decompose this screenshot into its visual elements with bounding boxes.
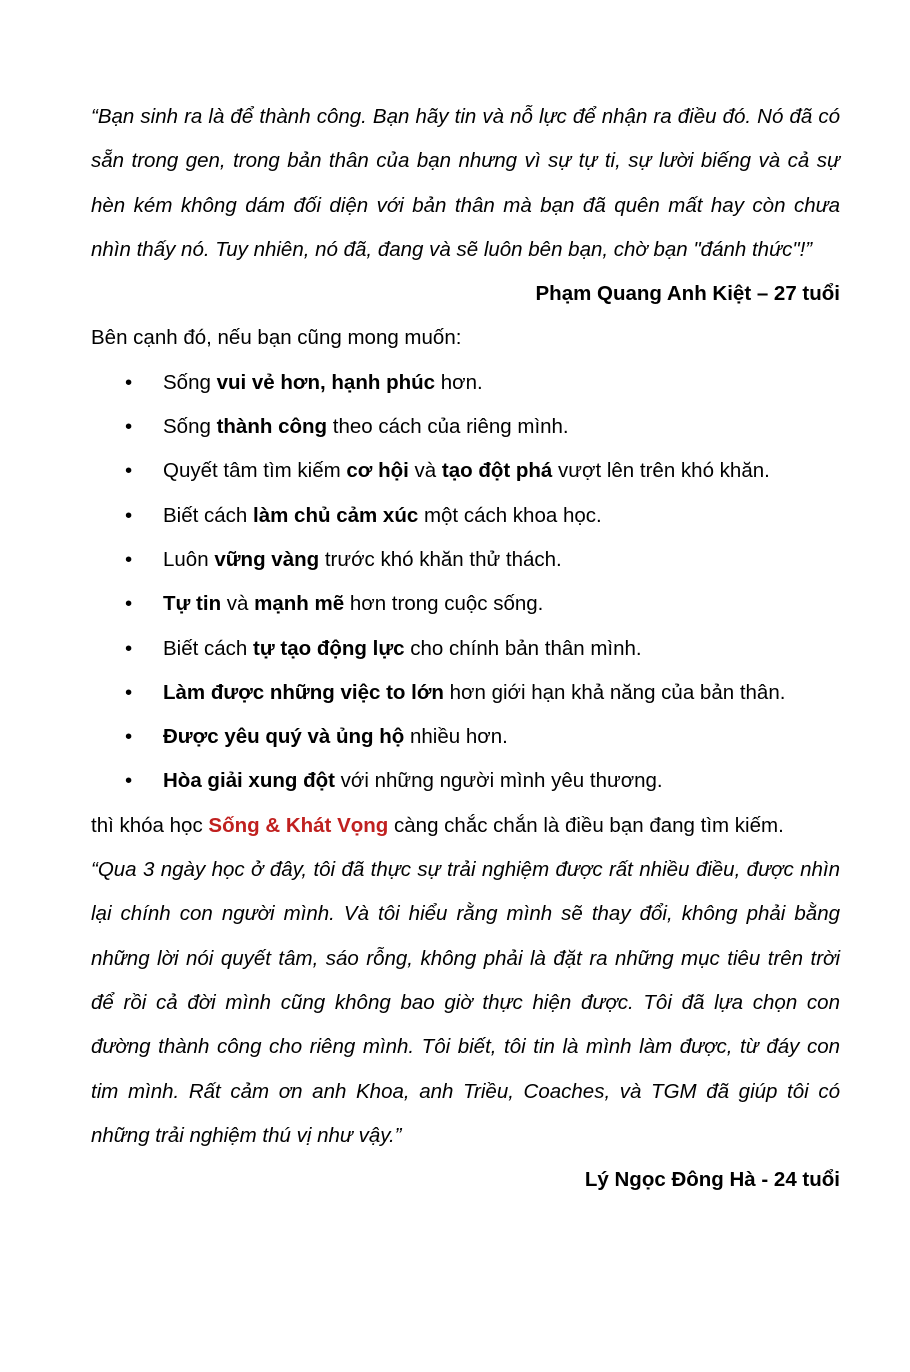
list-item: • Biết cách tự tạo động lực cho chính bản thân mình.	[91, 627, 840, 671]
list-item: • Được yêu quý và ủng hộ nhiều hơn.	[91, 715, 840, 759]
testimonial-author-1: Phạm Quang Anh Kiệt – 27 tuổi	[535, 282, 840, 306]
bullet-icon: •	[125, 680, 133, 704]
course-name: Sống & Khát Vọng	[208, 813, 389, 837]
list-item: • Luôn vững vàng trước khó khăn thử thách.	[91, 538, 840, 582]
list-item: • Tự tin và mạnh mẽ hơn trong cuộc sống.	[91, 582, 840, 626]
testimonial-quote-1: “Bạn sinh ra là để thành công. Bạn hãy tin và nỗ lực để nhận ra điều đó. Nó đã có sẵn trong gen, trong bản thân của bạn nhưng vì sự tự ti, sự lười biếng và cả sự hèn kém không dám đối diện với bản thân mà bạn đã quên mất hay còn chưa nhìn thấy nó. Tuy nhiên, nó đã, đang và sẽ luôn bên bạn, chờ bạn "đánh thức"!”	[91, 105, 840, 261]
bullet-icon: •	[125, 370, 133, 394]
bullet-icon: •	[125, 592, 133, 616]
bullet-icon: •	[125, 636, 133, 660]
list-item: • Sống thành công theo cách của riêng mình.	[91, 405, 840, 449]
intro-text: Bên cạnh đó, nếu bạn cũng mong muốn:	[91, 326, 462, 350]
list-item: • Hòa giải xung đột với những người mình yêu thương.	[91, 759, 840, 803]
document-page	[91, 95, 840, 1202]
list-item: • Quyết tâm tìm kiếm cơ hội và tạo đột phá vượt lên trên khó khăn.	[91, 449, 840, 493]
testimonial-author-2: Lý Ngọc Đông Hà - 24 tuổi	[584, 1168, 840, 1192]
benefits-list	[91, 361, 840, 804]
bullet-icon: •	[125, 503, 133, 527]
list-item: • Làm được những việc to lớn hơn giới hạn khả năng của bản thân.	[91, 671, 840, 715]
bullet-icon: •	[125, 725, 133, 749]
bullet-icon: •	[125, 769, 133, 793]
testimonial-quote-2: “Qua 3 ngày học ở đây, tôi đã thực sự trải nghiệm được rất nhiều điều, được nhìn lại chính con người mình. Và tôi hiểu rằng mình sẽ thay đổi, không phải bằng những lời nói quyết tâm, sáo rỗng, không phải là đặt ra những mục tiêu trên trời để rồi cả đời mình cũng không bao giờ thực hiện được. Tôi đã lựa chọn con đường thành công cho riêng mình. Tôi biết, tôi tin là mình làm được, từ đáy con tim mình. Rất cảm ơn anh Khoa, anh Triều, Coaches, và TGM đã giúp tôi có những trải nghiệm thú vị như vậy.”	[91, 858, 840, 1147]
conclusion-text: thì khóa học Sống & Khát Vọng càng chắc chắn là điều bạn đang tìm kiếm.	[91, 813, 784, 837]
bullet-icon: •	[125, 415, 133, 439]
list-item: • Biết cách làm chủ cảm xúc một cách khoa học.	[91, 494, 840, 538]
bullet-icon: •	[125, 547, 133, 571]
bullet-icon: •	[125, 459, 133, 483]
list-item: • Sống vui vẻ hơn, hạnh phúc hơn.	[91, 361, 840, 405]
